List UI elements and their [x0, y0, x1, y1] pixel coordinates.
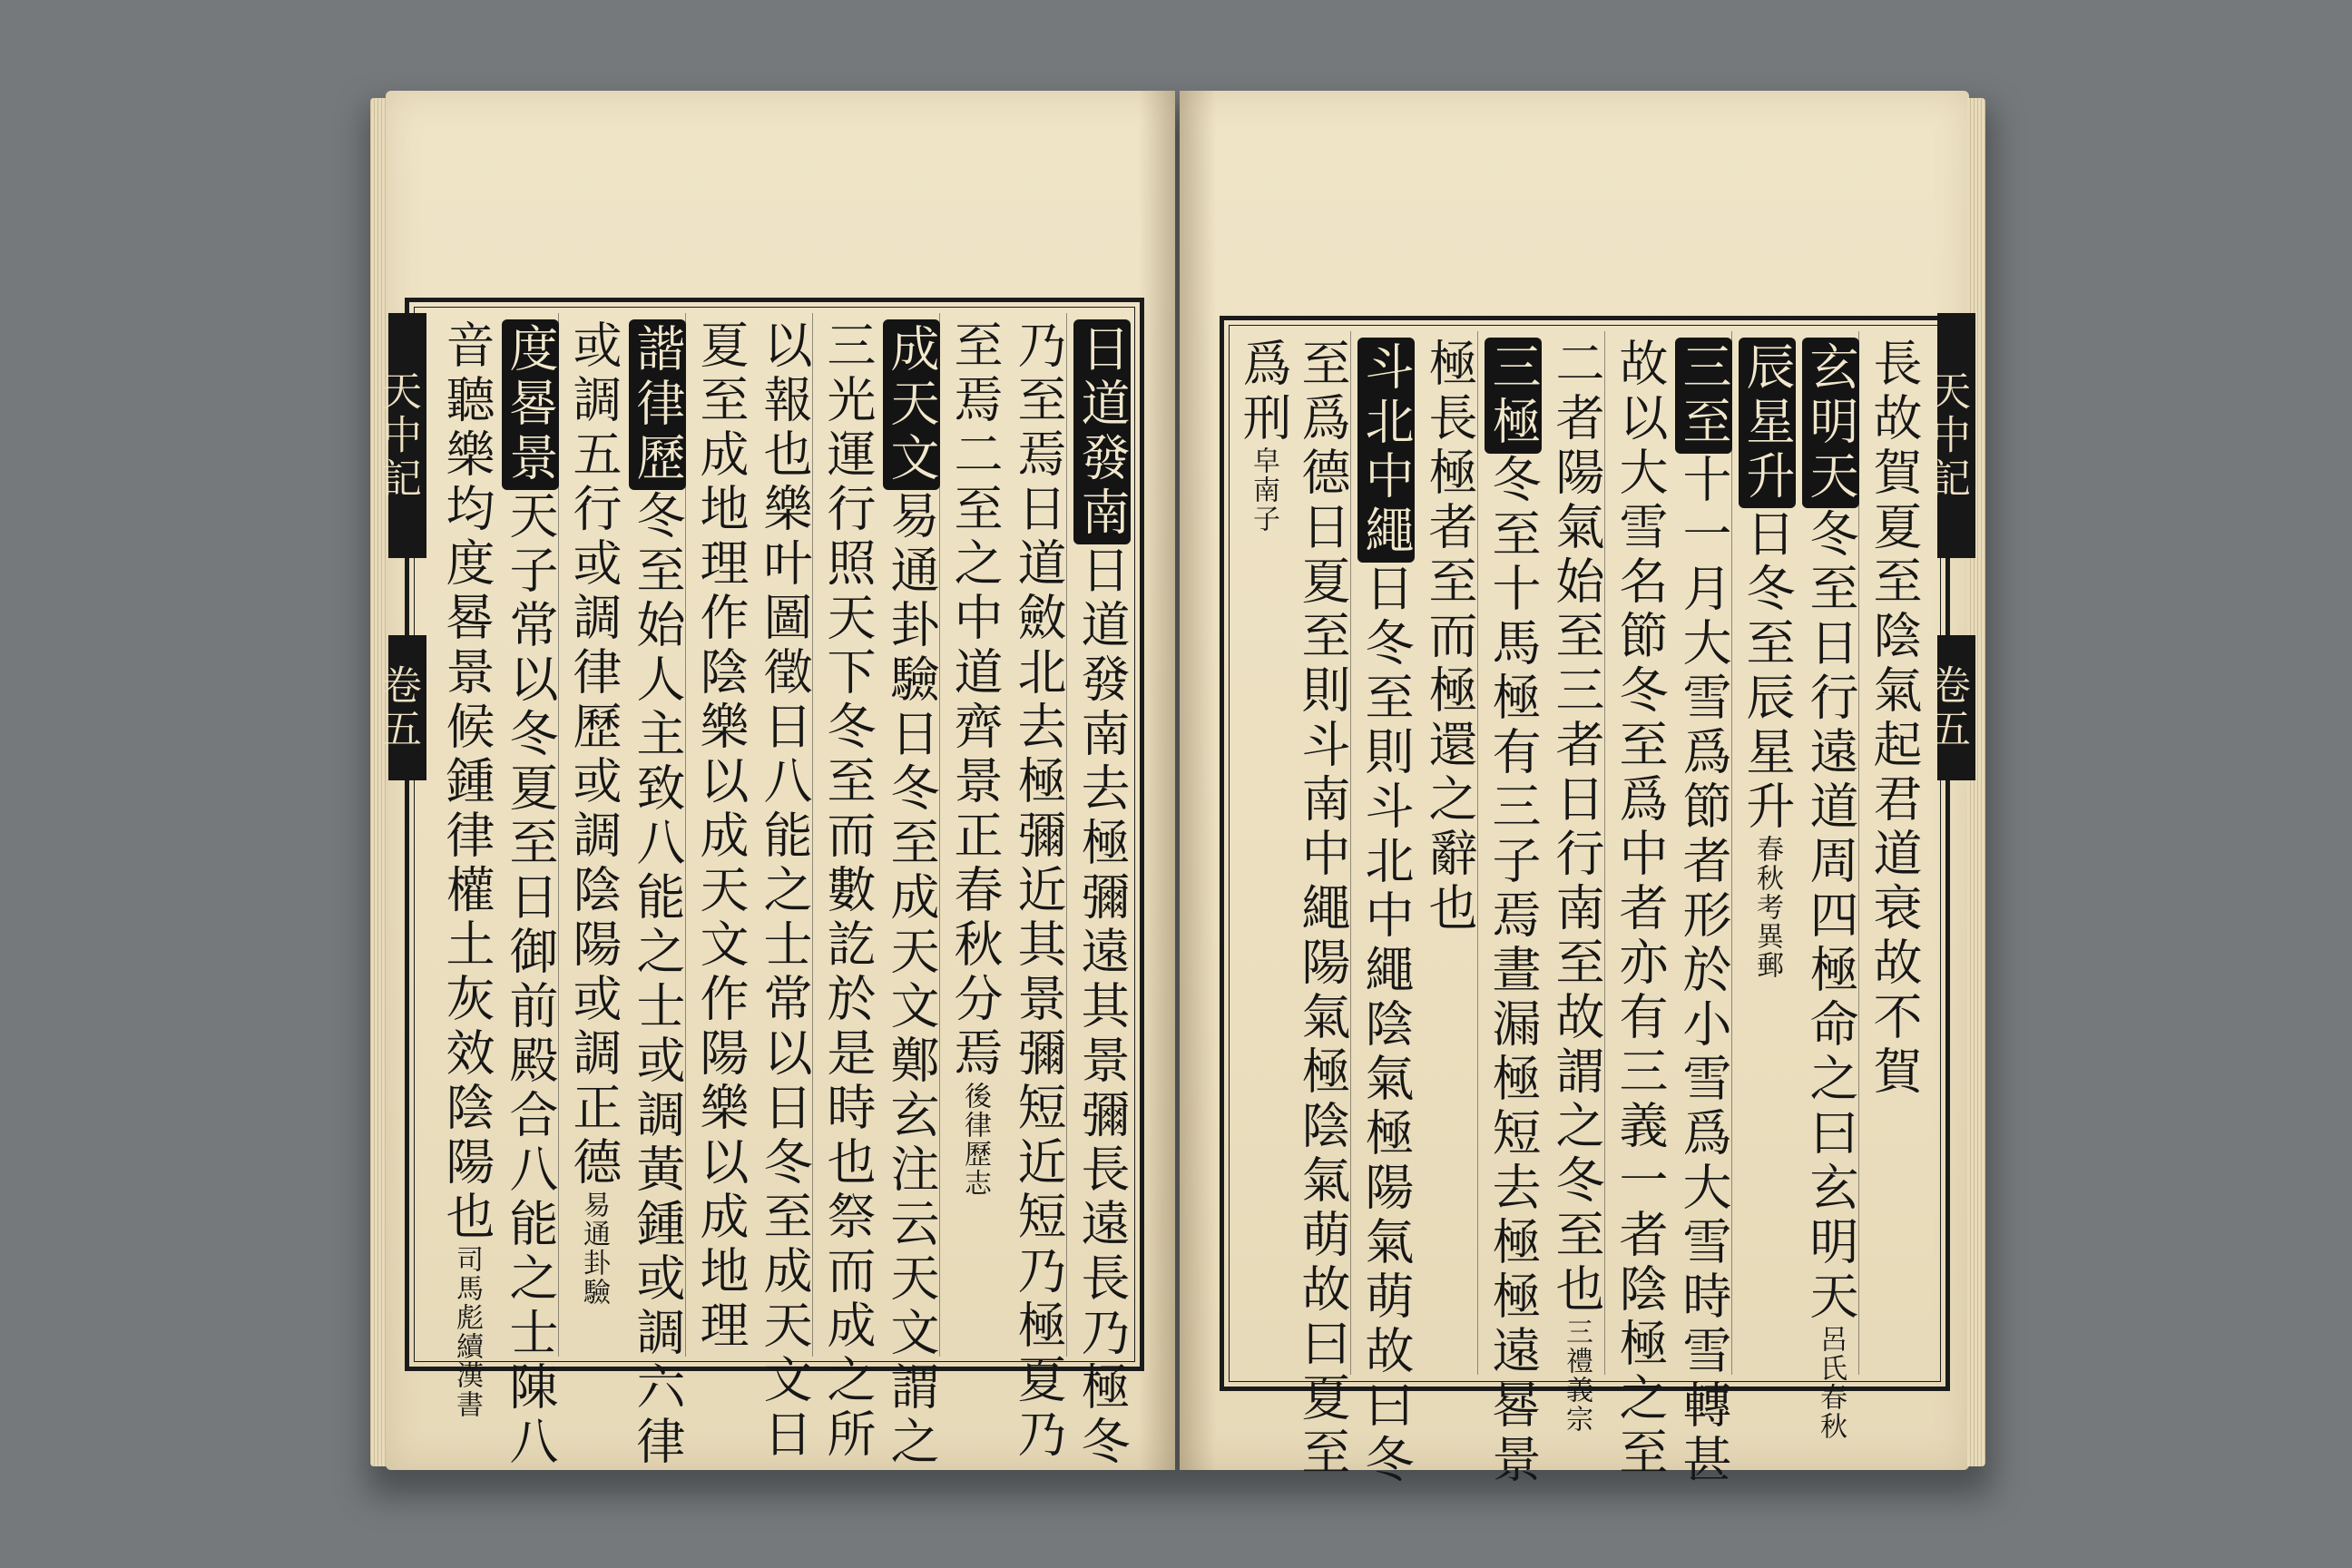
- right-column: [1611, 338, 1669, 1481]
- column-text: 冬至十馬極有三子焉晝漏極短去極極遠晷景: [1485, 454, 1542, 1488]
- right-column: [1234, 338, 1292, 534]
- right-column: [1865, 338, 1923, 1100]
- column-rule: [558, 313, 559, 1357]
- column-rule: [685, 313, 686, 1357]
- left-column: [628, 319, 686, 1470]
- column-heading: 日道發南: [1073, 319, 1131, 544]
- column-text: 長故賀夏至陰氣起君道衰故不賀: [1866, 338, 1923, 1100]
- right-column: [1420, 338, 1478, 936]
- right-column: [1738, 338, 1796, 980]
- column-text: 至爲德日夏至則斗南中繩陽氣極陰氣萌故曰夏至: [1294, 338, 1351, 1481]
- column-text: 日冬至辰星升: [1739, 508, 1796, 835]
- left-column: [882, 319, 940, 1470]
- left-column: [755, 319, 813, 1463]
- left-column: [1009, 319, 1067, 1463]
- left-spine-title: 天中記: [388, 313, 426, 558]
- left-column: [437, 319, 495, 1419]
- right-spine-title: 天中記: [1937, 313, 1975, 558]
- column-rule: [1858, 331, 1859, 1375]
- left-column: [818, 319, 877, 1463]
- column-heading: 成天文: [883, 319, 940, 490]
- column-text: 日冬至則斗北中繩陰氣極陽氣萌故曰冬: [1357, 563, 1415, 1488]
- column-note: 司馬彪續漢書: [451, 1245, 483, 1419]
- column-text: 三光運行照天下冬至而數訖於是時也祭而成之所: [819, 319, 877, 1463]
- column-rule: [1604, 331, 1605, 1375]
- column-rule: [1066, 313, 1067, 1357]
- column-text: 或調五行或調律歷或調陰陽或調正德: [565, 319, 622, 1191]
- column-note: 呂氏春秋: [1815, 1325, 1847, 1441]
- column-text: 夏至成地理作陰樂以成天文作陽樂以成地理: [692, 319, 750, 1354]
- column-text: 至焉二至之中道齊景正春秋分焉: [946, 319, 1004, 1082]
- column-heading: 度晷景: [502, 319, 559, 490]
- column-rule: [1477, 331, 1478, 1375]
- column-heading: 三極: [1485, 338, 1542, 454]
- column-rule: [939, 313, 940, 1357]
- column-text: 冬至日行遠道周四極命之曰玄明天: [1802, 508, 1859, 1325]
- column-text: 天子常以冬夏至日御前殿合八能之士陳八: [502, 490, 559, 1470]
- column-text: 以報也樂叶圖徵日八能之士常以日冬至成天文日: [756, 319, 813, 1463]
- left-column: [501, 319, 559, 1470]
- left-column: [946, 319, 1004, 1198]
- column-heading: 斗北中繩: [1357, 338, 1415, 563]
- column-heading: 玄明天: [1802, 338, 1859, 508]
- page-edges-right: [1967, 98, 1985, 1466]
- column-note: 皁南子: [1248, 446, 1279, 534]
- right-column: [1801, 338, 1859, 1441]
- column-text: 爲刑: [1235, 338, 1292, 446]
- right-column: [1484, 338, 1542, 1488]
- column-note: 春秋考異郵: [1751, 835, 1783, 980]
- column-text: 極長極者至而極還之辭也: [1421, 338, 1478, 936]
- column-note: 三禮義宗: [1561, 1318, 1592, 1434]
- column-text: 二者陽氣始至三者日行南至故謂之冬至也: [1548, 338, 1605, 1318]
- right-column: [1293, 338, 1351, 1481]
- column-note: 易通卦驗: [578, 1191, 610, 1307]
- left-column: [564, 319, 622, 1307]
- column-text: 十一月大雪爲節者形於小雪爲大雪時雪轉甚: [1675, 454, 1732, 1488]
- column-text: 冬至始人主致八能之士或調黃鍾或調六律: [629, 490, 686, 1470]
- column-heading: 辰星升: [1739, 338, 1796, 508]
- right-column: [1674, 338, 1732, 1488]
- column-text: 故以大雪名節冬至爲中者亦有三義一者陰極之至: [1612, 338, 1669, 1481]
- right-column: [1547, 338, 1605, 1434]
- column-text: 音聽樂均度晷景候鍾律權土灰效陰陽也: [438, 319, 495, 1245]
- right-spine-volume: 卷五: [1937, 635, 1975, 780]
- column-note: 後律歷志: [959, 1082, 991, 1198]
- column-text: 易通卦驗日冬至成天文鄭玄注云天文謂之: [883, 490, 940, 1470]
- column-rule: [1350, 331, 1351, 1375]
- left-column: [691, 319, 750, 1354]
- column-rule: [1731, 331, 1732, 1375]
- column-heading: 諧律歷: [629, 319, 686, 490]
- right-column: [1357, 338, 1415, 1488]
- left-column: [1073, 319, 1131, 1470]
- left-spine-volume: 卷五: [388, 635, 426, 780]
- column-rule: [812, 313, 813, 1357]
- column-text: 日道發南去極彌遠其景彌長遠長乃極冬: [1073, 544, 1131, 1470]
- column-text: 乃至焉日道斂北去極彌近其景彌短近短乃極夏乃: [1010, 319, 1067, 1463]
- column-heading: 三至: [1675, 338, 1732, 454]
